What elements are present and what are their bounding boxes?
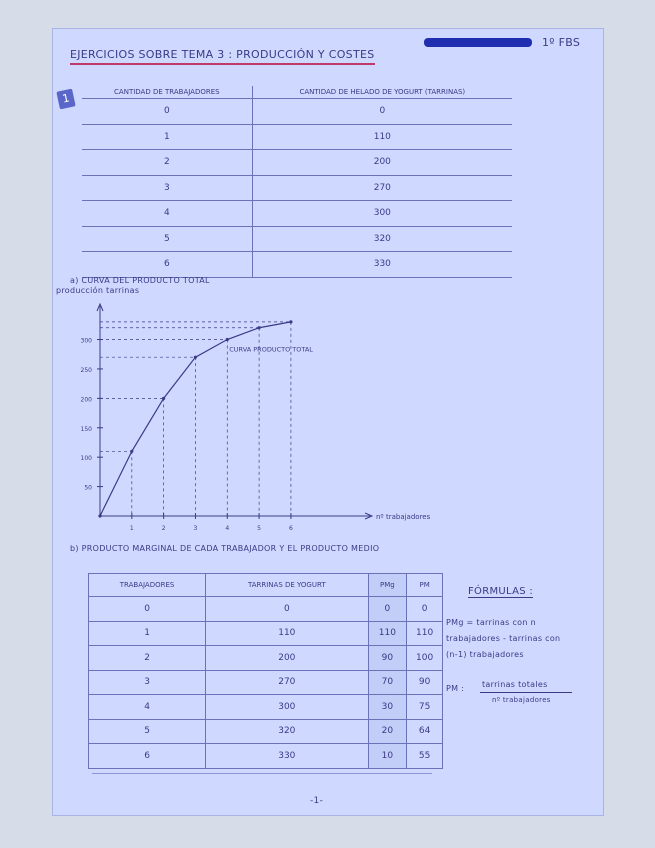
table-cell: 2 (82, 150, 252, 176)
table-cell: 10 (368, 744, 407, 769)
table-row (82, 201, 512, 227)
table-row (82, 150, 512, 176)
table-row (89, 621, 443, 646)
y-tick-label: 100 (80, 455, 92, 463)
pm-formula-numerator: tarrinas totales (482, 680, 548, 689)
table-cell: 1 (82, 124, 252, 150)
table-row (82, 124, 512, 150)
table-cell: 0 (89, 597, 206, 622)
data-point (257, 326, 260, 329)
header-output: CANTIDAD DE HELADO DE YOGURT (TARRINAS) (252, 86, 512, 99)
header-pmg: PMg (368, 574, 407, 597)
table-cell: 110 (206, 621, 368, 646)
pm-formula-denominator: nº trabajadores (492, 696, 551, 704)
table-row (82, 175, 512, 201)
table-row (82, 252, 512, 278)
pmg-formula-line-2: trabajadores - tarrinas con (446, 634, 561, 643)
redacted-name (424, 38, 532, 47)
table-row (89, 597, 443, 622)
notebook-page (52, 28, 604, 816)
table-cell: 110 (368, 621, 407, 646)
formulas-title: FÓRMULAS : (468, 586, 534, 597)
table-cell: 90 (368, 646, 407, 671)
table-cell: 100 (407, 646, 443, 671)
pmg-formula-line-1: PMg = tarrinas con n (446, 618, 536, 627)
page-number: -1- (310, 796, 324, 806)
header-workers: CANTIDAD DE TRABAJADORES (82, 86, 252, 99)
table-cell: 64 (407, 719, 443, 744)
table-cell: 320 (206, 719, 368, 744)
page-title: EJERCICIOS SOBRE TEMA 3 : PRODUCCIÓN Y COSTES (70, 48, 375, 65)
table-cell: 2 (89, 646, 206, 671)
table-cell: 1 (89, 621, 206, 646)
table-row (89, 719, 443, 744)
table-cell: 110 (407, 621, 443, 646)
x-tick-label: 4 (225, 525, 230, 532)
exercise-number-badge: 1 (56, 89, 75, 110)
marginal-average-table (88, 573, 443, 769)
table-cell: 6 (82, 252, 252, 278)
header-pm: PM (407, 574, 443, 597)
section-a-heading: a) CURVA DEL PRODUCTO TOTAL (70, 276, 210, 285)
header-tubs: TARRINAS DE YOGURT (206, 574, 368, 597)
table-cell: 75 (407, 695, 443, 720)
table-cell: 0 (82, 99, 252, 125)
y-tick-label: 200 (80, 396, 92, 404)
table-cell: 0 (252, 99, 512, 125)
table-cell: 200 (252, 150, 512, 176)
y-axis-label: producción tarrinas (56, 286, 140, 295)
table-cell: 0 (206, 597, 368, 622)
header-workers: TRABAJADORES (89, 574, 206, 597)
table-row (89, 646, 443, 671)
table-cell: 55 (407, 744, 443, 769)
table-cell: 4 (82, 201, 252, 227)
data-point (289, 320, 292, 323)
table-cell: 4 (89, 695, 206, 720)
fraction-bar (480, 692, 572, 693)
y-tick-label: 250 (80, 366, 92, 374)
table-row (82, 226, 512, 252)
table-row (89, 670, 443, 695)
data-point (226, 338, 229, 341)
x-tick-label: 6 (288, 525, 293, 532)
course-label: 1º FBS (542, 36, 581, 49)
y-tick-label: 150 (80, 425, 92, 433)
pm-formula-label: PM : (446, 684, 465, 693)
table-cell: 320 (252, 226, 512, 252)
x-tick-label: 5 (257, 525, 262, 532)
table-cell: 5 (82, 226, 252, 252)
table-cell: 6 (89, 744, 206, 769)
table-cell: 330 (252, 252, 512, 278)
table-cell: 3 (89, 670, 206, 695)
table-cell: 0 (368, 597, 407, 622)
section-b-heading: b) PRODUCTO MARGINAL DE CADA TRABAJADOR Y EL PRODUCTO MEDIO (70, 544, 380, 553)
table-cell: 90 (407, 670, 443, 695)
y-tick-label: 300 (80, 337, 92, 345)
table-cell: 300 (206, 695, 368, 720)
table-cell: 0 (407, 597, 443, 622)
data-point (98, 514, 101, 517)
y-tick-label: 50 (84, 484, 92, 492)
total-product-chart (52, 288, 604, 538)
x-tick-label: 1 (129, 525, 134, 532)
data-point (194, 356, 197, 359)
table-row (89, 695, 443, 720)
table-row (89, 744, 443, 769)
data-point (162, 397, 165, 400)
table-cell: 300 (252, 201, 512, 227)
table-cell: 330 (206, 744, 368, 769)
table-row (82, 99, 512, 125)
table-cell: 3 (82, 175, 252, 201)
table-cell: 70 (368, 670, 407, 695)
x-axis-label: nº trabajadores (376, 513, 431, 521)
table-cell: 5 (89, 719, 206, 744)
table-cell: 20 (368, 719, 407, 744)
x-tick-label: 3 (193, 525, 198, 532)
x-tick-label: 2 (161, 525, 166, 532)
curve-label: CURVA PRODUCTO TOTAL (229, 345, 313, 354)
divider (92, 773, 432, 774)
pmg-formula-line-3: (n-1) trabajadores (446, 650, 524, 659)
table-cell: 200 (206, 646, 368, 671)
data-point (130, 450, 133, 453)
table-cell: 30 (368, 695, 407, 720)
table-cell: 270 (206, 670, 368, 695)
table-cell: 110 (252, 124, 512, 150)
production-table (82, 86, 512, 278)
table-cell: 270 (252, 175, 512, 201)
